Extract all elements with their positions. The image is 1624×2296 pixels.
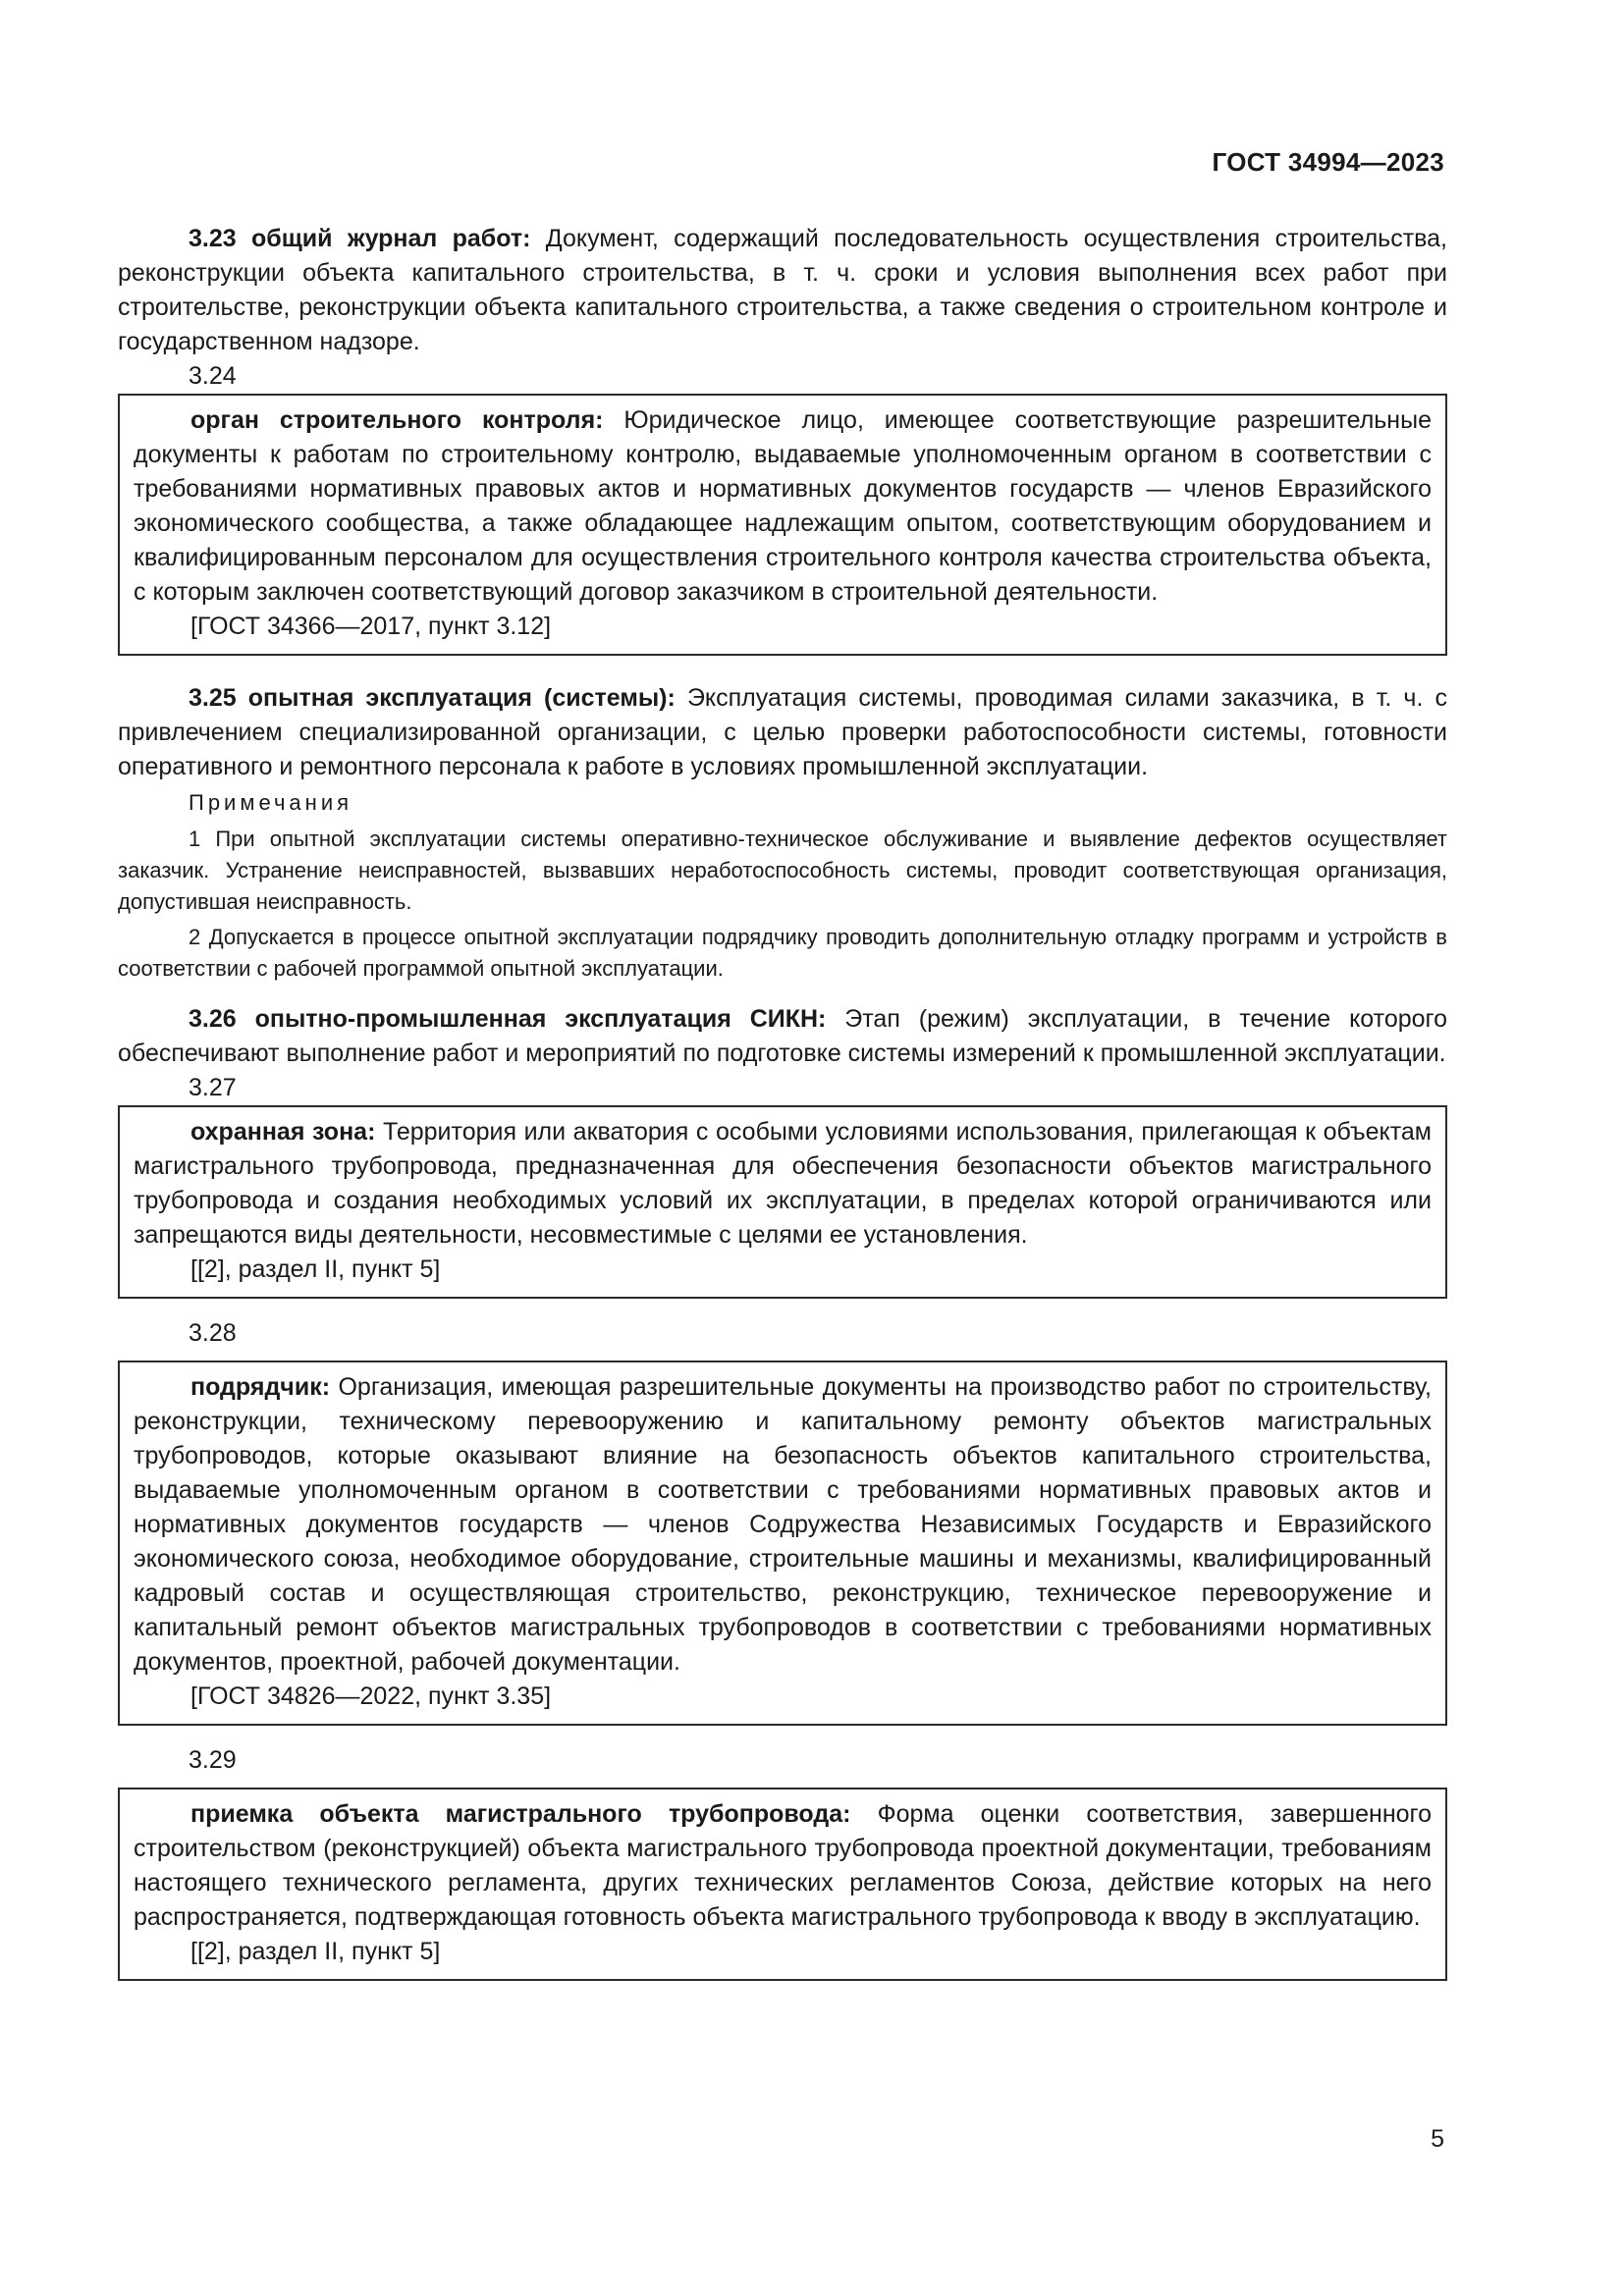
term-3-23-title: 3.23 общий журнал работ:	[189, 225, 531, 252]
term-3-27-title: охранная зона:	[190, 1118, 376, 1146]
term-3-26-text: Этап (режим) эксплуатации, в течение которого обеспечивают выполнение работ и мероприятий по подготовке системы измерений к промышленной эксплуатации.	[118, 1005, 1448, 1067]
term-3-23	[118, 222, 1447, 359]
term-3-28-source: [ГОСТ 34826—2022, пункт 3.35]	[190, 1682, 552, 1710]
term-3-24-number: 3.24	[189, 362, 237, 390]
note-2: 2 Допускается в процессе опытной эксплуатации подрядчику проводить дополнительную отладку программ и устройств в соответствии с рабочей программой опытной эксплуатации.	[118, 925, 1447, 981]
term-3-24-text: Юридическое лицо, имеющее соответствующие разрешительные документы к работам по строительному контролю, выдаваемые уполномоченным органом в соответствии с требованиями нормативных правовых актов и нормативных документов государств — членов Евразийского экономического сообщества, а также обладающее надлежащим опытом, соответствующим оборудованием и квалифицированным персоналом для осуществления строительного контроля качества строительства объекта, с которым заключен соответствующий договор заказчиком в строительной деятельности.	[134, 406, 1432, 606]
document-code: ГОСТ 34994—2023	[1212, 147, 1444, 177]
note-1: 1 При опытной эксплуатации системы оперативно-техническое обслуживание и выявление дефектов осуществляет заказчик. Устранение неисправностей, вызвавших неработоспособность системы, проводит соответствующая организация, допустившая неисправность.	[118, 827, 1447, 914]
term-3-28-box	[118, 1361, 1447, 1726]
term-3-29-number: 3.29	[189, 1746, 237, 1774]
term-3-24-title: орган строительного контроля:	[190, 406, 604, 434]
notes-heading: Примечания	[189, 790, 353, 815]
page-content	[118, 222, 1447, 1981]
term-3-26	[118, 1002, 1447, 1071]
term-3-24-source: [ГОСТ 34366—2017, пункт 3.12]	[190, 613, 552, 640]
term-3-28-title: подрядчик:	[190, 1373, 331, 1401]
term-3-28-number: 3.28	[189, 1319, 237, 1347]
term-3-29-text: Форма оценки соответствия, завершенного строительством (реконструкцией) объекта магистрального трубопровода проектной документации, требованиям настоящего технического регламента, других технических регламентов Союза, действие которых на него распространяется, подтверждающая готовность объекта магистрального трубопровода к вводу в эксплуатацию.	[134, 1800, 1432, 1931]
term-3-29	[134, 1797, 1432, 1935]
term-3-24	[134, 403, 1432, 610]
term-3-25-text: Эксплуатация системы, проводимая силами заказчика, в т. ч. с привлечением специализированной организации, с целью проверки работоспособности системы, готовности оперативного и ремонтного персонала к работе в условиях промышленной эксплуатации.	[118, 684, 1448, 780]
term-3-29-box	[118, 1788, 1447, 1981]
term-3-27-text: Территория или акватория с особыми условиями использования, прилегающая к объектам магистрального трубопровода, предназначенная для обеспечения безопасности объектов магистрального трубопровода и создания необходимых условий их эксплуатации, в пределах которой ограничиваются или запрещаются виды деятельности, несовместимые с целями ее установления.	[134, 1118, 1432, 1249]
term-3-28	[134, 1370, 1432, 1680]
term-3-27-box	[118, 1105, 1447, 1299]
term-3-27	[134, 1115, 1432, 1253]
term-3-23-text: Документ, содержащий последовательность осуществления строительства, реконструкции объекта капитального строительства, в т. ч. сроки и условия выполнения всех работ при строительстве, реконструкции объекта капитального строительства, а также сведения о строительном контроле и государственном надзоре.	[118, 225, 1447, 355]
term-3-24-box	[118, 394, 1447, 656]
term-3-29-source: [[2], раздел II, пункт 5]	[190, 1938, 441, 1965]
page-number: 5	[1431, 2125, 1444, 2153]
term-3-28-text: Организация, имеющая разрешительные документы на производство работ по строительству, реконструкции, техническому перевооружению и капитальному ремонту объектов магистральных трубопроводов, которые оказывают влияние на безопасность объектов капитального строительства, выдаваемые уполномоченным органом в соответствии с требованиями нормативных правовых актов и нормативных документов государств — членов Содружества Независимых Государств и Евразийского экономического союза, необходимое оборудование, строительные машины и механизмы, квалифицированный кадровый состав и осуществляющая строительство, реконструкцию, техническое перевооружение и капитальный ремонт объектов магистральных трубопроводов в соответствии с требованиями нормативных документов, проектной, рабочей документации.	[134, 1373, 1432, 1676]
term-3-25-title: 3.25 опытная эксплуатация (системы):	[189, 684, 676, 712]
term-3-29-title: приемка объекта магистрального трубопровода:	[190, 1800, 851, 1828]
term-3-27-source: [[2], раздел II, пункт 5]	[190, 1255, 441, 1283]
term-3-26-title: 3.26 опытно-промышленная эксплуатация СИКН:	[189, 1005, 827, 1033]
term-3-27-number: 3.27	[189, 1074, 237, 1101]
term-3-25	[118, 681, 1447, 784]
